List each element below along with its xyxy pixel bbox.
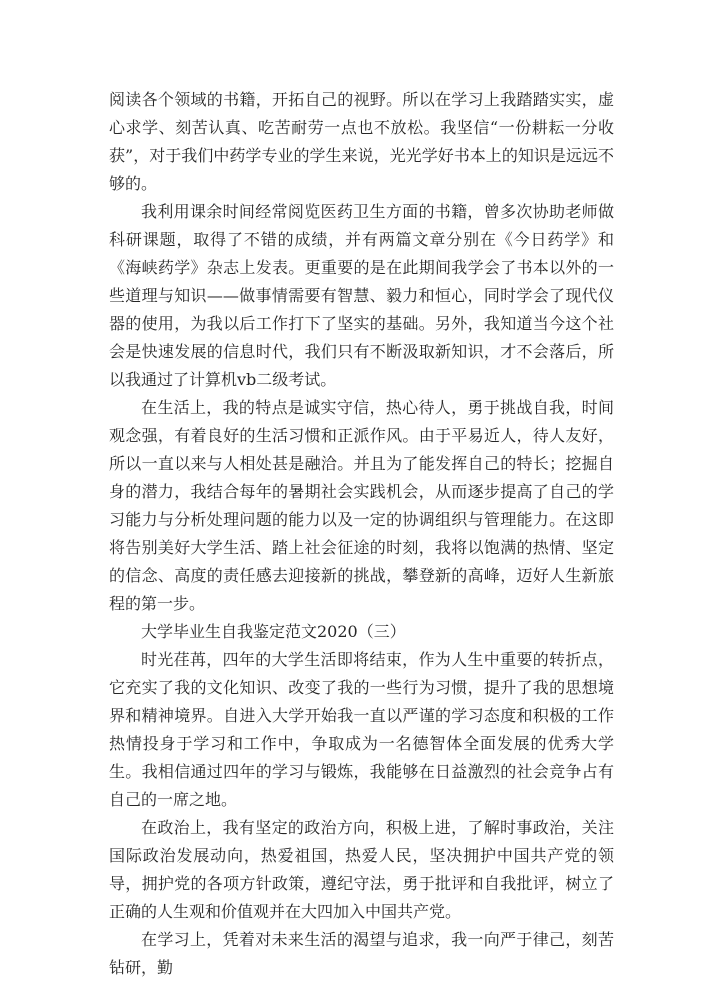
paragraph-study: 在学习上，凭着对未来生活的渴望与追求，我一向严于律己，刻苦钻研，勤	[109, 930, 614, 977]
document-body	[109, 86, 614, 982]
paragraph-politics: 在政治上，我有坚定的政治方向，积极上进，了解时事政治，关注国际政治发展动向，热爱祖国，热爱人民，坚决拥护中国共产党的领导，拥护党的各项方针政策，遵纪守法，勇于批评和自我批评，树立了正确的人生观和价值观并在大四加入中国共产党。	[109, 818, 614, 921]
paragraph-life: 在生活上，我的特点是诚实守信，热心待人，勇于挑战自我，时间观念强，有着良好的生活习惯和正派作风。由于平易近人，待人友好，所以一直以来与人相处甚是融洽。并且为了能发挥自己的特长；挖掘自身的潜力，我结合每年的暑期社会实践机会，从而逐步提高了自己的学习能力与分析处理问题的能力以及一定的协调组织与管理能力。在这即将告别美好大学生活、踏上社会征途的时刻，我将以饱满的热情、坚定的信念、高度的责任感去迎接新的挑战，攀登新的高峰，迈好人生新旅程的第一步。	[109, 398, 614, 613]
section-heading: 大学毕业生自我鉴定范文2020（三）	[141, 622, 406, 641]
paragraph-continuation: 阅读各个领域的书籍，开拓自己的视野。所以在学习上我踏踏实实，虚心求学、刻苦认真、吃苦耐劳一点也不放松。我坚信“一份耕耘一分收获”，对于我们中药学专业的学生来说，光光学好书本上的知识是远远不够的。	[109, 90, 614, 193]
paragraph-intro: 时光荏苒，四年的大学生活即将结束，作为人生中重要的转折点，它充实了我的文化知识、改变了我的一些行为习惯，提升了我的思想境界和精神境界。自进入大学开始我一直以严谨的学习态度和积极的工作热情投身于学习和工作中，争取成为一名德智体全面发展的优秀大学生。我相信通过四年的学习与锻炼，我能够在日益激烈的社会竞争占有自己的一席之地。	[109, 650, 614, 809]
paragraph-research: 我利用课余时间经常阅览医药卫生方面的书籍，曾多次协助老师做科研课题，取得了不错的成绩，并有两篇文章分别在《今日药学》和《海峡药学》杂志上发表。更重要的是在此期间我学会了书本以外的一些道理与知识——做事情需要有智慧、毅力和恒心，同时学会了现代仪器的使用，为我以后工作打下了坚实的基础。另外，我知道当今这个社会是快速发展的信息时代，我们只有不断汲取新知识，才不会落后，所以我通过了计算机vb二级考试。	[109, 202, 614, 389]
